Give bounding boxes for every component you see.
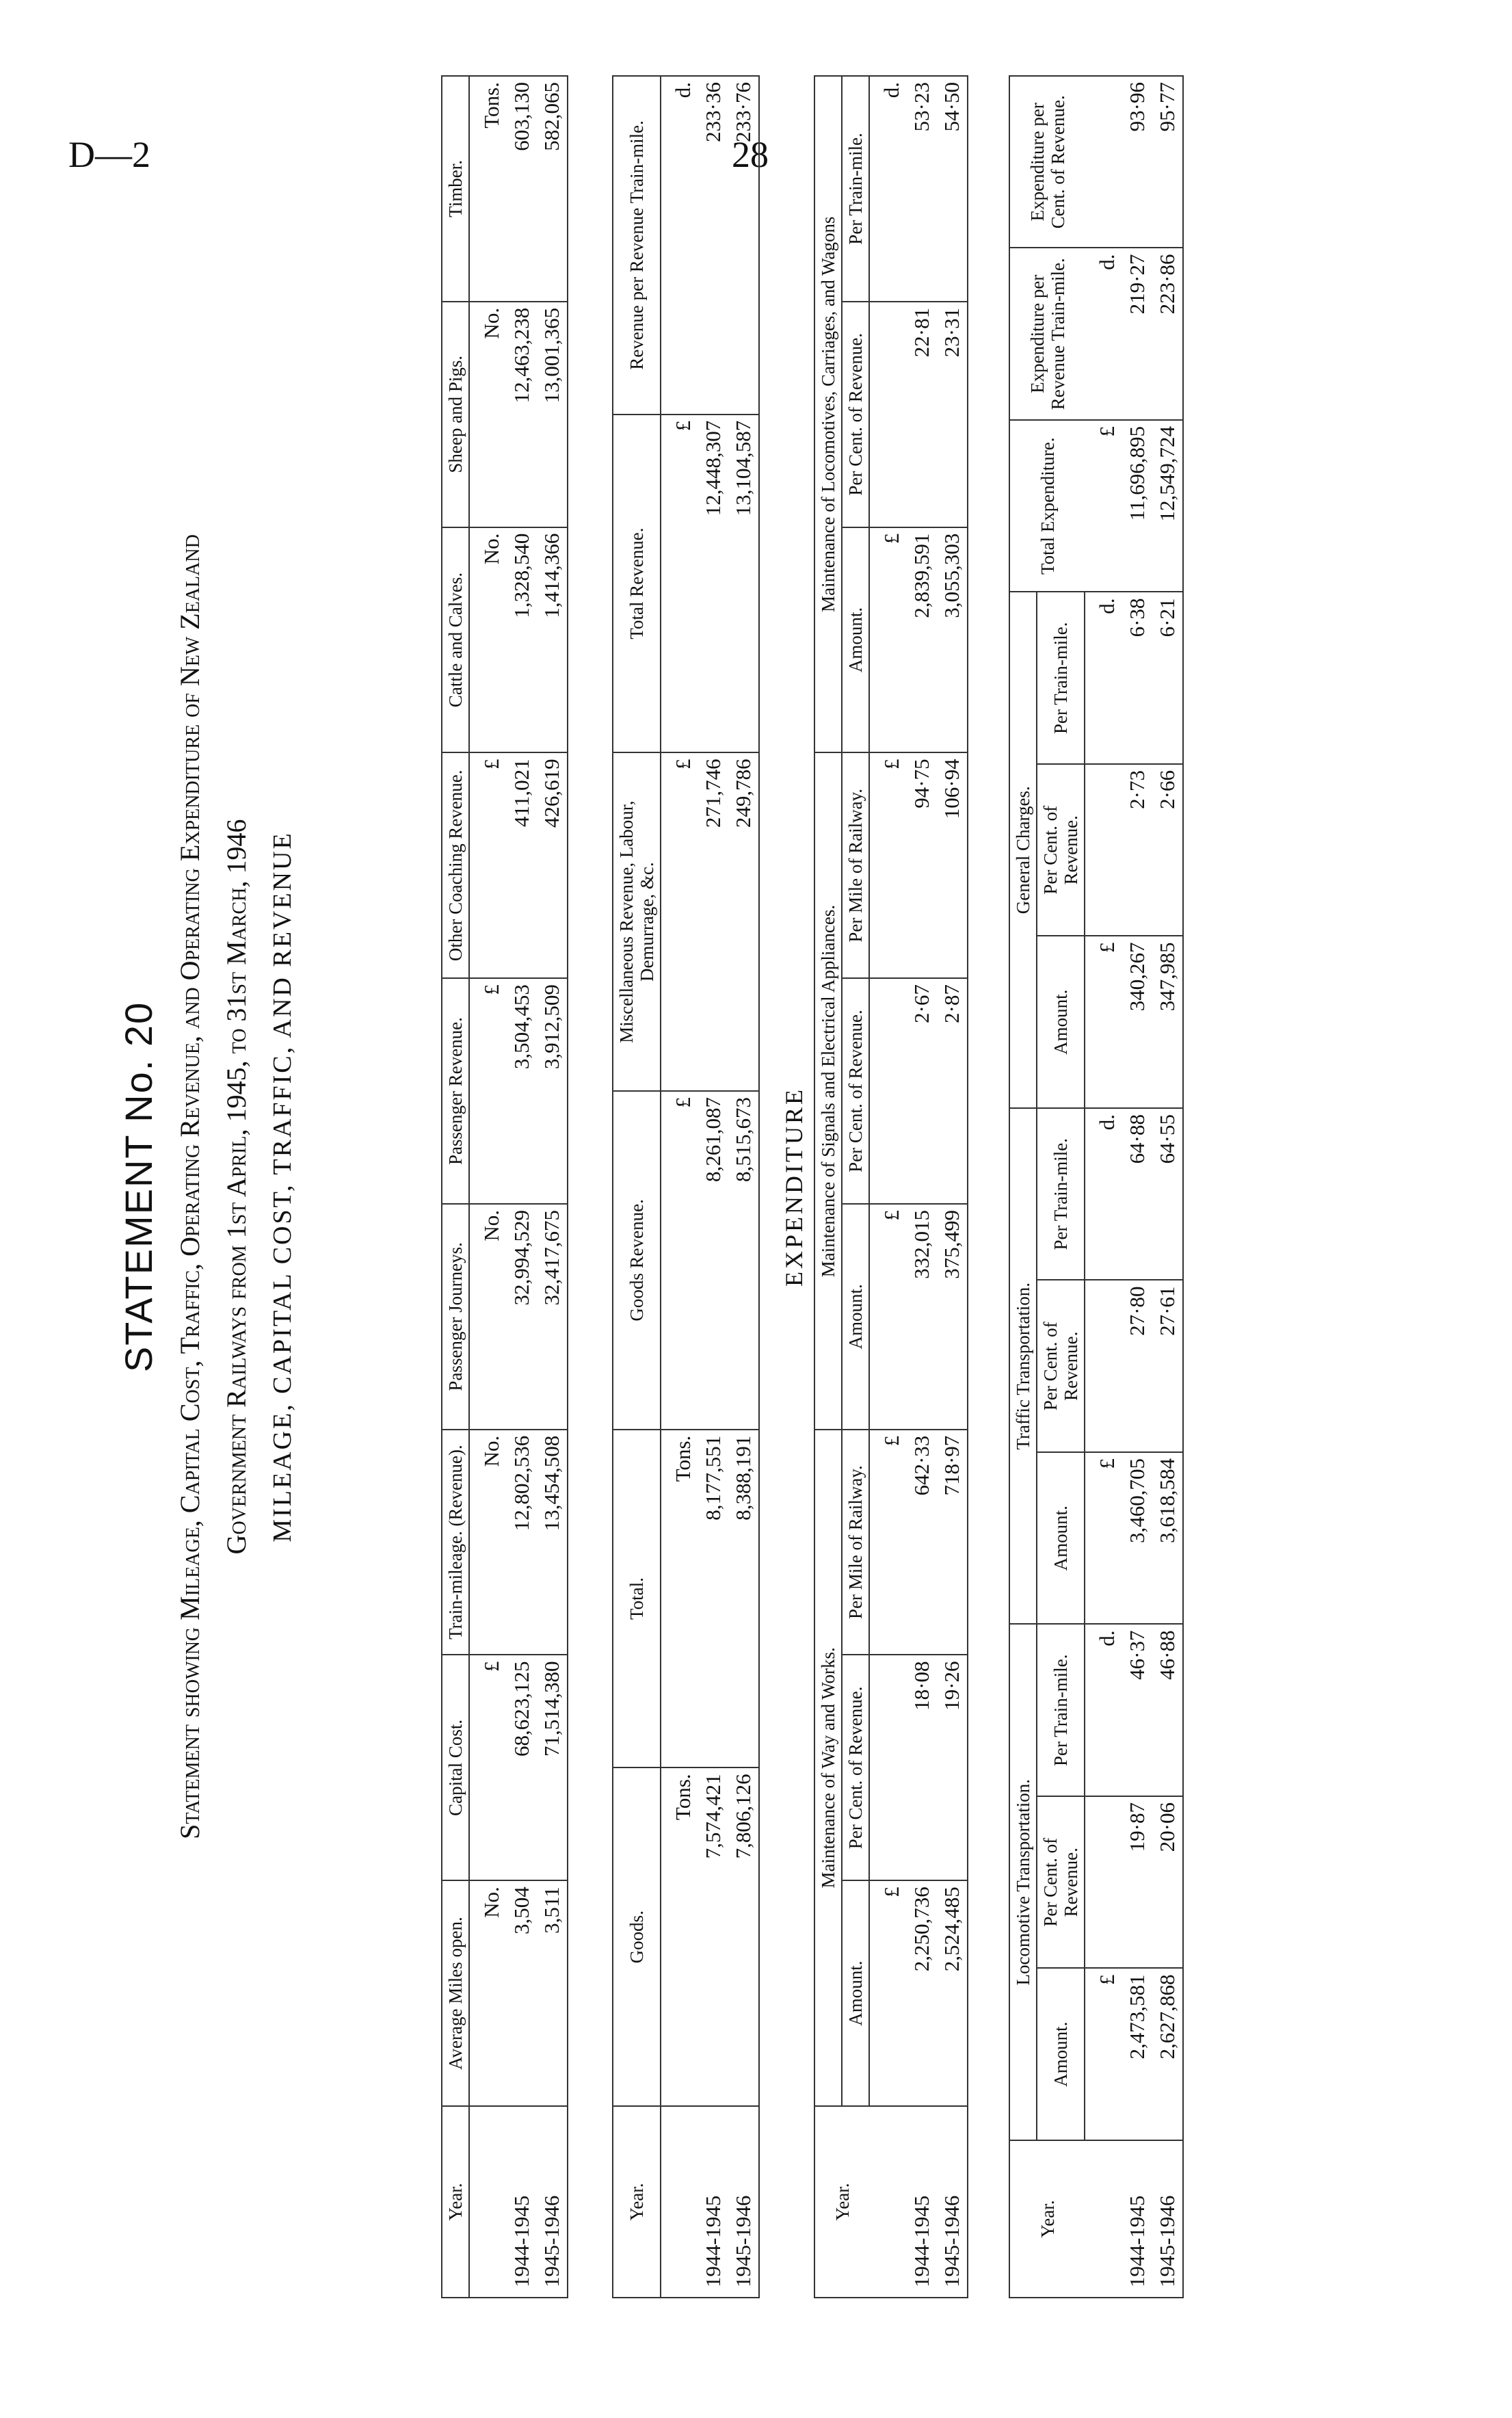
unit-cell xyxy=(869,302,907,527)
table-cell: 64·88 xyxy=(1122,1108,1152,1280)
unit-cell: No. xyxy=(469,1204,507,1430)
table-cell: 6·21 xyxy=(1152,592,1183,765)
unit-cell: d. xyxy=(1085,248,1122,421)
table-cell: 8,515,673 xyxy=(728,1091,759,1430)
col-header: Total Expenditure. xyxy=(1009,420,1085,592)
table-cell: 32,417,675 xyxy=(537,1204,568,1430)
rotated-statement-sheet xyxy=(116,75,1334,2298)
unit-cell: d. xyxy=(661,76,698,415)
table-cell: 2,473,581 xyxy=(1122,1969,1152,2141)
unit-cell: Tons. xyxy=(661,1430,698,1768)
table-cell: 3,055,303 xyxy=(937,527,968,753)
unit-cell: £ xyxy=(869,1430,907,1655)
statement-description-line2: Government Railways from 1st April, 1945, to 31st March, 1946 xyxy=(221,819,252,1555)
col-header: Amount. xyxy=(1037,1969,1085,2141)
table-cell: 68,623,125 xyxy=(507,1655,537,1880)
transportation-expenditure-table xyxy=(1009,75,1184,2298)
col-header: Per Cent. of Revenue. xyxy=(1037,764,1085,936)
table-cell: 3,504 xyxy=(507,1880,537,2106)
col-header: Total Revenue. xyxy=(613,415,661,753)
table-cell: 2,839,591 xyxy=(907,527,937,753)
col-header: Per Train-mile. xyxy=(1037,592,1085,765)
table-cell: 2,524,485 xyxy=(937,1880,968,2106)
year-cell: 1944-1945 xyxy=(907,2106,937,2298)
year-cell: 1944-1945 xyxy=(507,2106,537,2298)
unit-cell xyxy=(869,978,907,1204)
table-cell: 13,104,587 xyxy=(728,415,759,753)
col-header: Amount. xyxy=(842,1204,869,1430)
unit-cell: d. xyxy=(869,76,907,302)
table-cell: 7,806,126 xyxy=(728,1767,759,2106)
table-cell: 3,504,453 xyxy=(507,978,537,1204)
table-cell: 19·26 xyxy=(937,1655,968,1880)
col-header: Year. xyxy=(1009,2140,1085,2298)
maintenance-expenditure-table xyxy=(814,75,968,2298)
col-header: Per Cent. of Revenue. xyxy=(842,978,869,1204)
unit-cell: d. xyxy=(1085,1625,1122,1797)
group-header: Maintenance of Signals and Electrical Appliances. xyxy=(814,752,842,1429)
table-cell: 340,267 xyxy=(1122,936,1152,1109)
unit-cell: No. xyxy=(469,527,507,753)
col-header: Amount. xyxy=(1037,936,1085,1109)
table-cell: 347,985 xyxy=(1152,936,1183,1109)
col-header: Per Cent. of Revenue. xyxy=(1037,1796,1085,1969)
unit-cell: £ xyxy=(661,415,698,753)
col-header: Sheep and Pigs. xyxy=(442,302,469,527)
table-cell: 11,696,895 xyxy=(1122,420,1152,592)
col-header: Amount. xyxy=(842,1880,869,2106)
table-cell: 12,802,536 xyxy=(507,1430,537,1655)
table-cell: 7,574,421 xyxy=(698,1767,728,2106)
table-cell: 3,912,509 xyxy=(537,978,568,1204)
table-cell: 53·23 xyxy=(907,76,937,302)
unit-cell: No. xyxy=(469,1430,507,1655)
table-cell: 249,786 xyxy=(728,752,759,1091)
col-header: Per Mile of Railway. xyxy=(842,752,869,978)
table-cell: 71,514,380 xyxy=(537,1655,568,1880)
table-cell: 426,619 xyxy=(537,752,568,978)
table-cell: 93·96 xyxy=(1122,76,1152,248)
unit-cell: £ xyxy=(469,1655,507,1880)
group-header: Maintenance of Way and Works. xyxy=(814,1430,842,2106)
table-cell: 3,511 xyxy=(537,1880,568,2106)
table-cell: 233·36 xyxy=(698,76,728,415)
table-cell: 64·55 xyxy=(1152,1108,1183,1280)
table-cell: 12,448,307 xyxy=(698,415,728,753)
unit-cell: £ xyxy=(869,752,907,978)
col-header: Expenditure per Revenue Train-mile. xyxy=(1009,248,1085,421)
table-cell: 54·50 xyxy=(937,76,968,302)
year-cell: 1944-1945 xyxy=(698,2106,728,2298)
table-cell: 18·08 xyxy=(907,1655,937,1880)
unit-cell xyxy=(1085,1796,1122,1969)
table-cell: 94·75 xyxy=(907,752,937,978)
table-row xyxy=(937,76,968,2298)
col-header: Timber. xyxy=(442,76,469,302)
table-cell: 271,746 xyxy=(698,752,728,1091)
unit-cell: No. xyxy=(469,302,507,527)
col-header: Train-mileage. (Revenue). xyxy=(442,1430,469,1655)
table-cell: 2·87 xyxy=(937,978,968,1204)
group-header: Locomotive Transportation. xyxy=(1009,1625,1037,2141)
year-cell: 1945-1946 xyxy=(537,2106,568,2298)
table-row xyxy=(698,76,728,2298)
table-cell: 20·06 xyxy=(1152,1796,1183,1969)
unit-cell: £ xyxy=(1085,1452,1122,1625)
col-header: Capital Cost. xyxy=(442,1655,469,1880)
table-cell: 2·73 xyxy=(1122,764,1152,936)
table-cell: 603,130 xyxy=(507,76,537,302)
table-row xyxy=(1122,76,1152,2298)
col-header: Year. xyxy=(442,2106,469,2298)
table-cell: 12,549,724 xyxy=(1152,420,1183,592)
year-cell: 1945-1946 xyxy=(1152,2140,1183,2298)
unit-cell: £ xyxy=(1085,1969,1122,2141)
page-reference: D—2 xyxy=(68,134,150,175)
unit-cell: £ xyxy=(869,1880,907,2106)
table-cell: 27·61 xyxy=(1152,1280,1183,1453)
table-row xyxy=(537,76,568,2298)
unit-cell xyxy=(1085,1280,1122,1453)
table-cell: 1,328,540 xyxy=(507,527,537,753)
table-cell: 46·88 xyxy=(1152,1625,1183,1797)
col-header: Goods Revenue. xyxy=(613,1091,661,1430)
unit-cell xyxy=(661,2106,698,2298)
year-cell: 1945-1946 xyxy=(937,2106,968,2298)
col-header: Amount. xyxy=(842,527,869,753)
col-header: Cattle and Calves. xyxy=(442,527,469,753)
group-header: Traffic Transportation. xyxy=(1009,1108,1037,1625)
table-cell: 95·77 xyxy=(1152,76,1183,248)
table-cell: 718·97 xyxy=(937,1430,968,1655)
mileage-traffic-table xyxy=(441,75,568,2298)
expenditure-label: EXPENDITURE xyxy=(780,1087,808,1287)
unit-cell: £ xyxy=(469,752,507,978)
table-cell: 23·31 xyxy=(937,302,968,527)
table-cell: 582,065 xyxy=(537,76,568,302)
col-header: Per Train-mile. xyxy=(1037,1108,1085,1280)
unit-cell: d. xyxy=(1085,592,1122,765)
table-cell: 12,463,238 xyxy=(507,302,537,527)
unit-cell: Tons. xyxy=(469,76,507,302)
unit-cell: £ xyxy=(661,1091,698,1430)
table-cell: 27·80 xyxy=(1122,1280,1152,1453)
table-cell: 6·38 xyxy=(1122,592,1152,765)
table-cell: 13,001,365 xyxy=(537,302,568,527)
table-cell: 642·33 xyxy=(907,1430,937,1655)
unit-cell: £ xyxy=(469,978,507,1204)
unit-cell: £ xyxy=(661,752,698,1091)
unit-cell xyxy=(1085,2140,1122,2298)
group-header: General Charges. xyxy=(1009,592,1037,1109)
table-cell: 332,015 xyxy=(907,1204,937,1430)
table-cell: 1,414,366 xyxy=(537,527,568,753)
col-header: Other Coaching Revenue. xyxy=(442,752,469,978)
table-cell: 106·94 xyxy=(937,752,968,978)
col-header: Per Train-mile. xyxy=(1037,1625,1085,1797)
col-header: Miscellaneous Revenue, Labour, Demurrage, &c. xyxy=(613,752,661,1091)
table-cell: 219·27 xyxy=(1122,248,1152,421)
statement-heading xyxy=(116,75,431,2298)
group-header: Maintenance of Locomotives, Carriages, and Wagons xyxy=(814,76,842,752)
section-title: MILEAGE, CAPITAL COST, TRAFFIC, AND REVENUE xyxy=(268,831,297,1542)
table-row xyxy=(1152,76,1183,2298)
table-cell: 8,177,551 xyxy=(698,1430,728,1768)
table-cell: 233·76 xyxy=(728,76,759,415)
col-header: Per Mile of Railway. xyxy=(842,1430,869,1655)
table-cell: 22·81 xyxy=(907,302,937,527)
unit-cell xyxy=(869,1655,907,1880)
unit-cell xyxy=(1085,76,1122,248)
col-header: Revenue per Revenue Train-mile. xyxy=(613,76,661,415)
table-cell: 13,454,508 xyxy=(537,1430,568,1655)
table-cell: 411,021 xyxy=(507,752,537,978)
table-cell: 2,627,868 xyxy=(1152,1969,1183,2141)
table-cell: 8,261,087 xyxy=(698,1091,728,1430)
table-cell: 2·66 xyxy=(1152,764,1183,936)
table-cell: 32,994,529 xyxy=(507,1204,537,1430)
year-cell: 1945-1946 xyxy=(728,2106,759,2298)
table-cell: 375,499 xyxy=(937,1204,968,1430)
unit-cell xyxy=(469,2106,507,2298)
unit-cell: Tons. xyxy=(661,1767,698,2106)
unit-cell: No. xyxy=(469,1880,507,2106)
col-header: Goods. xyxy=(613,1767,661,2106)
table-cell: 2·67 xyxy=(907,978,937,1204)
col-header: Per Cent. of Revenue. xyxy=(1037,1280,1085,1453)
col-header: Per Cent. of Revenue. xyxy=(842,302,869,527)
table-row xyxy=(907,76,937,2298)
col-header: Total. xyxy=(613,1430,661,1768)
col-header: Average Miles open. xyxy=(442,1880,469,2106)
unit-cell: £ xyxy=(869,1204,907,1430)
table-cell: 3,618,584 xyxy=(1152,1452,1183,1625)
col-header: Passenger Revenue. xyxy=(442,978,469,1204)
table-cell: 8,388,191 xyxy=(728,1430,759,1768)
table-cell: 19·87 xyxy=(1122,1796,1152,1969)
table-cell: 223·86 xyxy=(1152,248,1183,421)
table-row xyxy=(507,76,537,2298)
unit-cell: d. xyxy=(1085,1108,1122,1280)
goods-revenue-table xyxy=(612,75,760,2298)
unit-cell: £ xyxy=(869,527,907,753)
statement-title: STATEMENT No. 20 xyxy=(117,1001,160,1373)
col-header: Per Cent. of Revenue. xyxy=(842,1655,869,1880)
table-cell: 46·37 xyxy=(1122,1625,1152,1797)
col-header: Year. xyxy=(613,2106,661,2298)
col-header: Passenger Journeys. xyxy=(442,1204,469,1430)
col-header: Expenditure per Cent. of Revenue. xyxy=(1009,76,1085,248)
statement-description-line1: Statement showing Mileage, Capital Cost, Traffic, Operating Revenue, and Operating Expenditure of New Zealand xyxy=(174,534,205,1839)
col-header: Year. xyxy=(814,2106,869,2298)
unit-cell: £ xyxy=(1085,420,1122,592)
year-cell: 1944-1945 xyxy=(1122,2140,1152,2298)
unit-cell xyxy=(1085,764,1122,936)
page-number: 28 xyxy=(732,134,769,175)
col-header: Amount. xyxy=(1037,1452,1085,1625)
table-row xyxy=(728,76,759,2298)
unit-cell: £ xyxy=(1085,936,1122,1109)
table-cell: 2,250,736 xyxy=(907,1880,937,2106)
table-cell: 3,460,705 xyxy=(1122,1452,1152,1625)
col-header: Per Train-mile. xyxy=(842,76,869,302)
unit-cell xyxy=(869,2106,907,2298)
